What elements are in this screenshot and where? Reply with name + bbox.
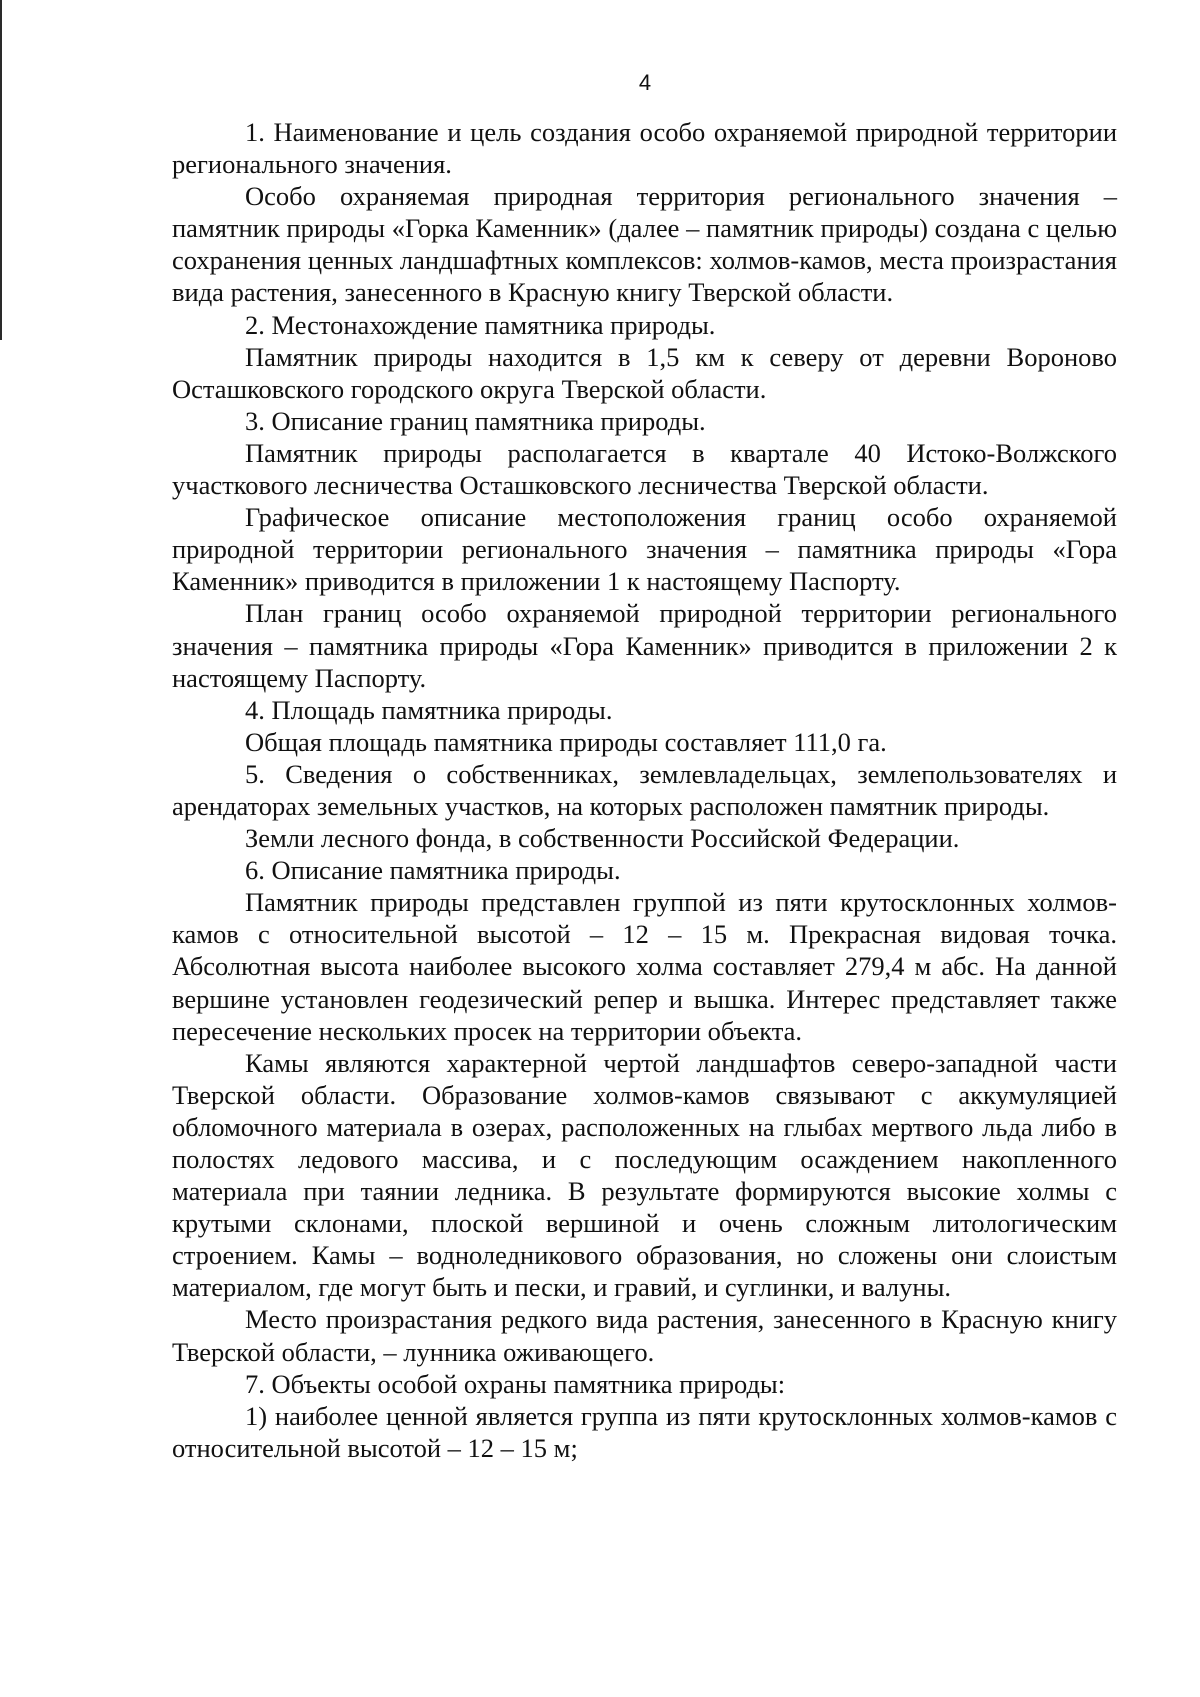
section-5-heading: 5. Сведения о собственниках, землевладельцах, землепользователях и арендаторах земельных участков, на которых расположен памятник природы.: [172, 758, 1117, 821]
section-5-text: Земли лесного фонда, в собственности Российской Федерации.: [245, 823, 960, 854]
section-1-text: Особо охраняемая природная территория регионального значения – памятник природы «Горка Каменник» (далее – памятник природы) создана с целью сохранения ценных ландшафтных комплексов: холмов-камов, места произрастания вида растения, занесенного в Красную книгу Тверской области.: [172, 181, 1117, 308]
section-6-heading: 6. Описание памятника природы.: [245, 855, 621, 886]
section-3-heading: 3. Описание границ памятника природы.: [245, 405, 706, 436]
section-2-heading: 2. Местонахождение памятника природы.: [245, 309, 716, 340]
section-3-text-location: Памятник природы располагается в квартале 40 Истоко-Волжского участкового лесничества Осташковского лесничества Тверской области.: [172, 437, 1117, 501]
section-7-heading: 7. Объекты особой охраны памятника природы:: [245, 1368, 786, 1399]
section-3-text-plan: План границ особо охраняемой природной территории регионального значения – памятника природы «Гора Каменник» приводится в приложении 2 к настоящему Паспорту.: [172, 598, 1117, 693]
section-7-item-1: 1) наиболее ценной является группа из пяти крутосклонных холмов-камов с относительной высотой – 12 – 15 м;: [172, 1400, 1117, 1463]
scan-edge-line: [0, 0, 2, 340]
section-6-text-group: Памятник природы представлен группой из пяти крутосклонных холмов-камов с относительной высотой – 12 – 15 м. Прекрасная видовая точка. Абсолютная высота наиболее высокого холма составляет 279,4 м абс. На данной вершине установлен геодезический репер и вышка. Интерес представляет также пересечение нескольких просек на территории объекта.: [172, 887, 1117, 1046]
section-6-text-plant: Место произрастания редкого вида растения, занесенного в Красную книгу Тверской области, – лунника оживающего.: [172, 1304, 1117, 1367]
section-4-heading: 4. Площадь памятника природы.: [245, 694, 613, 725]
page-number: 4: [638, 70, 652, 95]
section-3-text-graphic: Графическое описание местоположения границ особо охраняемой природной территории регионального значения – памятника природы «Гора Каменник» приводится в приложении 1 к настоящему Паспорту.: [172, 502, 1117, 597]
section-6-text-kames: Камы являются характерной чертой ландшафтов северо-западной части Тверской области. Образование холмов-камов связывают с аккумуляцией обломочного материала в озерах, расположенных на глыбах мертвого льда либо в полостях ледового массива, и с последующим осаждением накопленного материала при таянии ледника. В результате формируются высокие холмы с крутыми склонами, плоской вершиной и очень сложным литологическим строением. Камы – водноледникового образования, но сложены они слоистым материалом, где могут быть и пески, и гравий, и суглинки, и валуны.: [172, 1047, 1117, 1303]
section-4-text: Общая площадь памятника природы составляет 111,0 га.: [245, 726, 887, 757]
section-2-text: Памятник природы находится в 1,5 км к северу от деревни Вороново Осташковского городского округа Тверской области.: [172, 341, 1117, 404]
section-1-heading: 1. Наименование и цель создания особо охраняемой природной территории регионального значения.: [172, 117, 1117, 180]
document-body: [172, 116, 1117, 1464]
